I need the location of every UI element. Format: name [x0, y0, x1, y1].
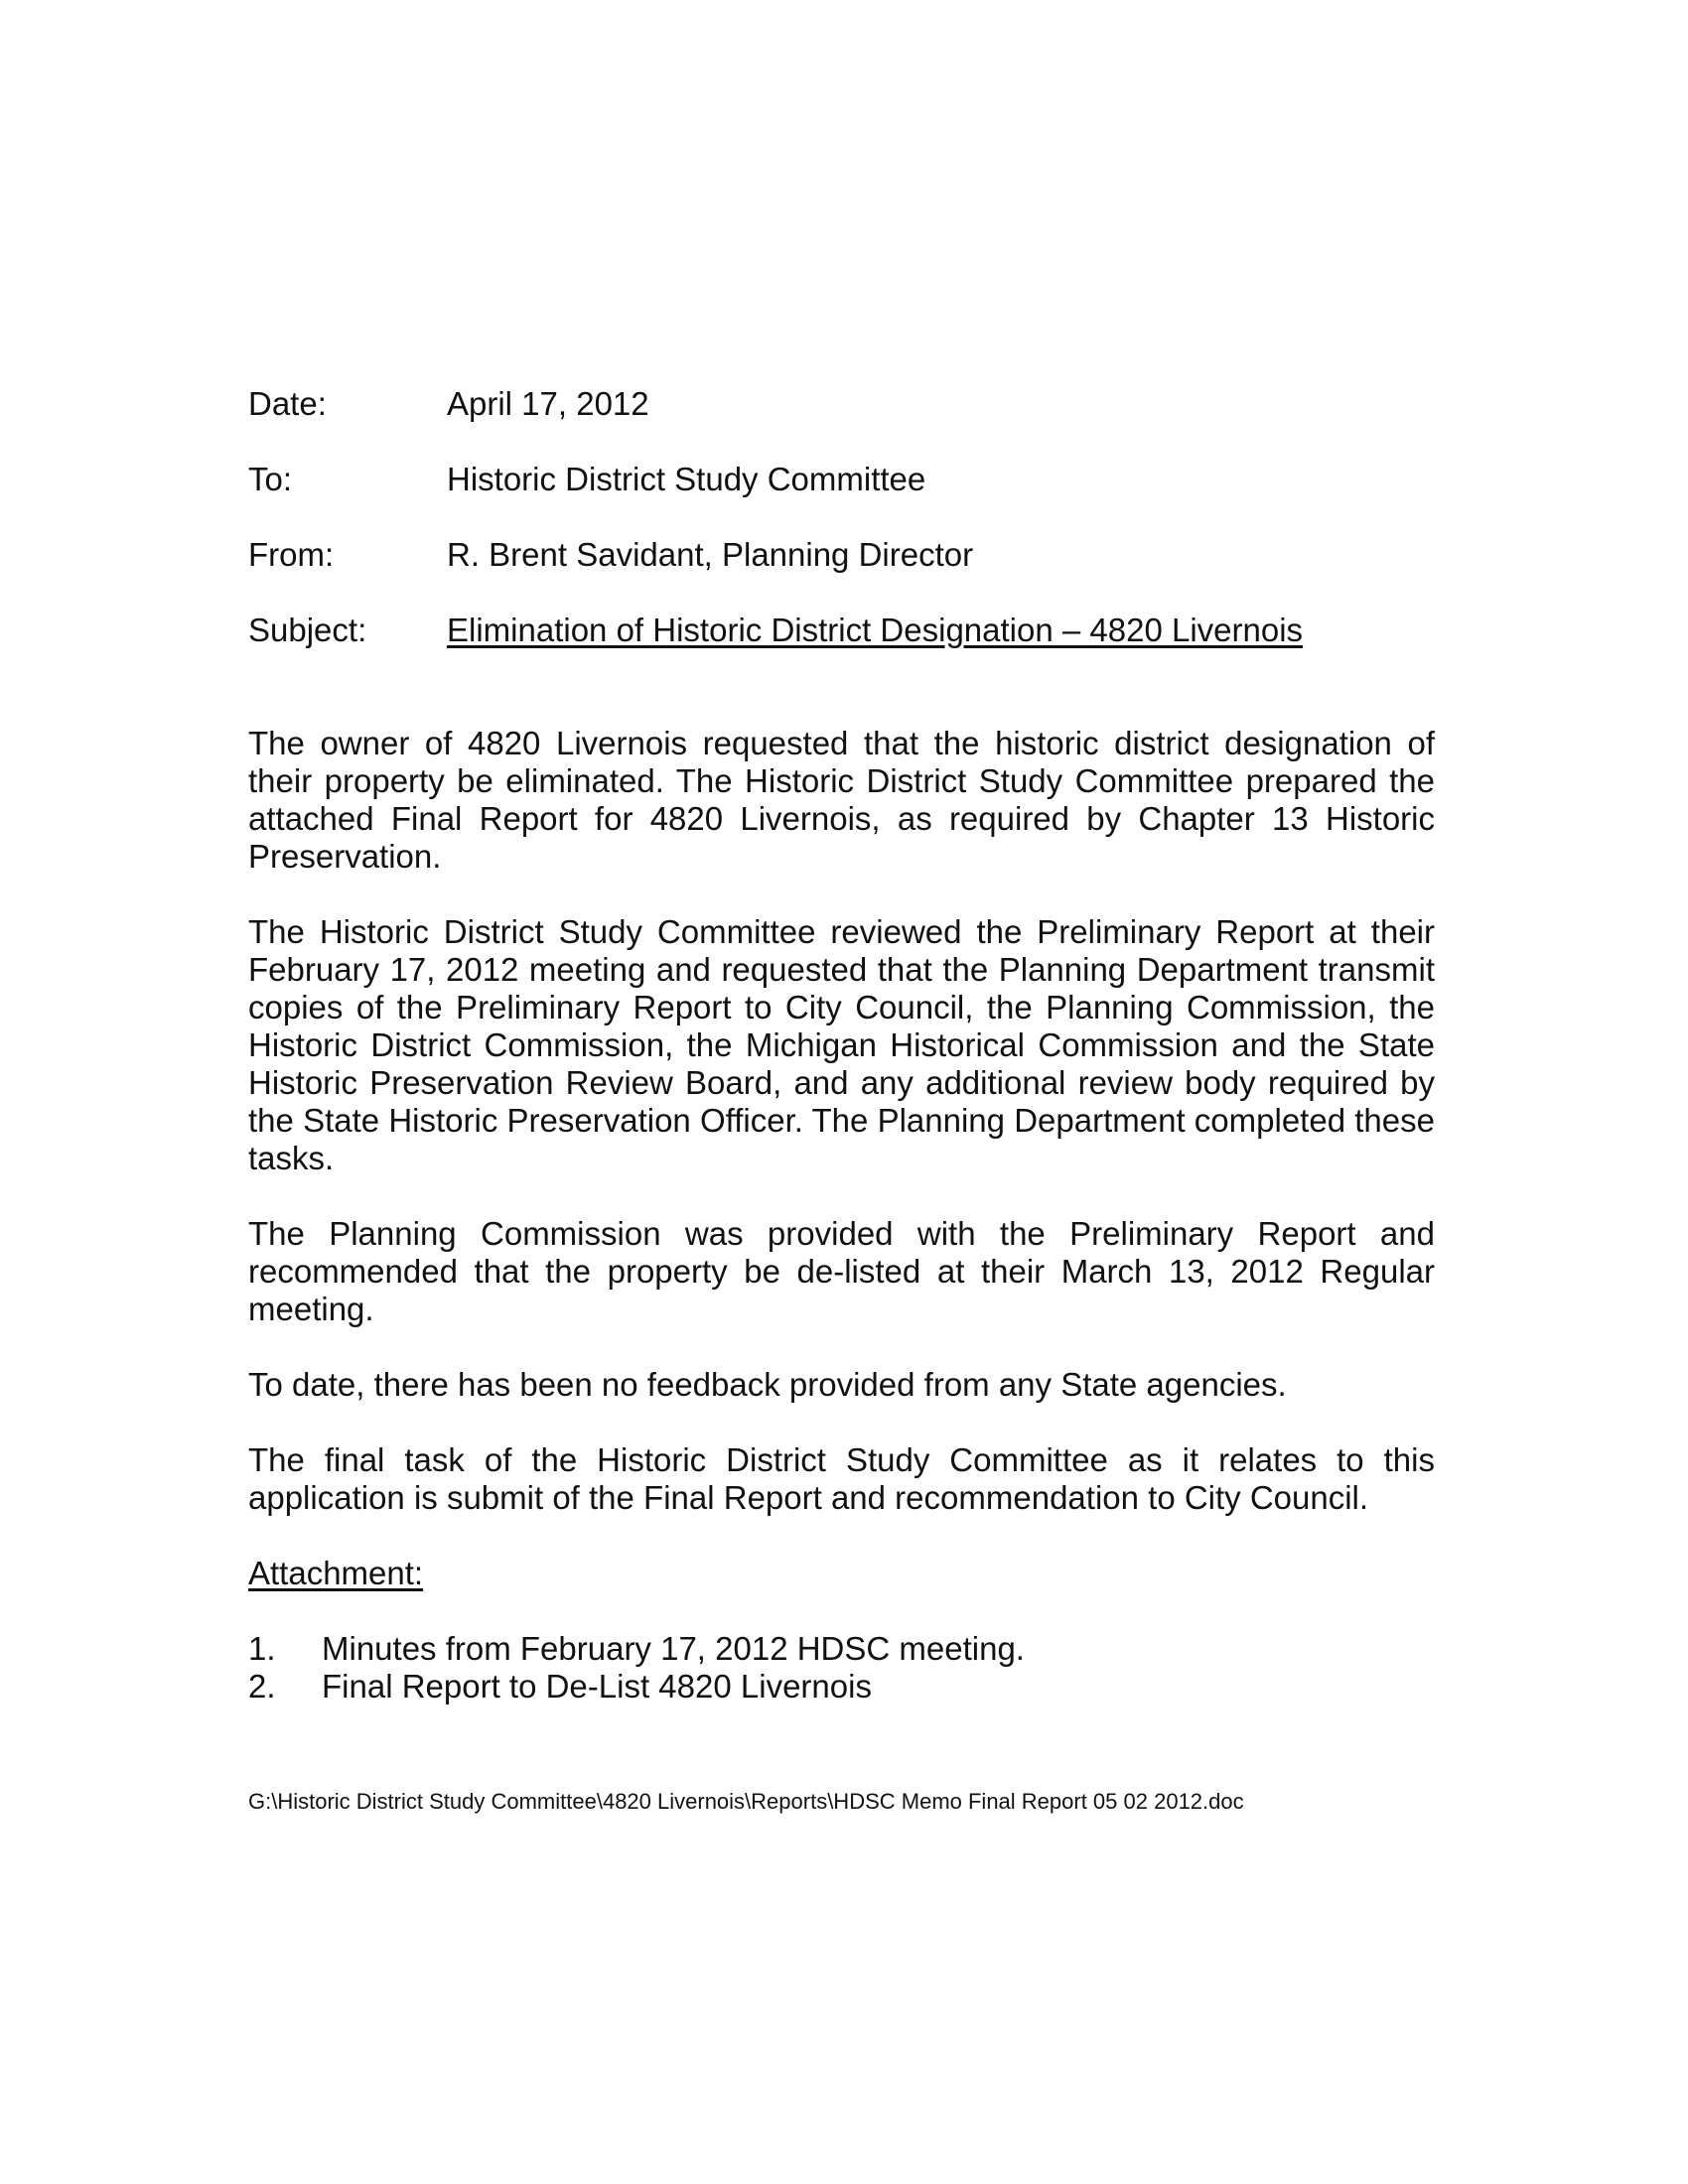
memo-document [248, 385, 1435, 1706]
body-paragraph-4: To date, there has been no feedback provided from any State agencies. [248, 1366, 1287, 1403]
subject-label: Subject: [248, 612, 367, 648]
attachment-item-1 [248, 1630, 1435, 1668]
attachment-text: Final Report to De-List 4820 Livernois [322, 1668, 872, 1705]
footer-file-path: G:\Historic District Study Committee\4820 Livernois\Reports\HDSC Memo Final Report 05 02 2012.doc [248, 1789, 1244, 1814]
attachment-list [248, 1630, 1435, 1706]
from-value: R. Brent Savidant, Planning Director [447, 536, 974, 573]
to-value: Historic District Study Committee [447, 461, 926, 497]
body-paragraph-2: The Historic District Study Committee reviewed the Preliminary Report at their February 17, 2012 meeting and requested that the Planning Department transmit copies of the Preliminary Report to City Council, the Planning Commission, the Historic District Commission, the Michigan Historical Commission and the State Historic Preservation Review Board, and any additional review body required by the State Historic Preservation Officer. The Planning Department completed these tasks. [248, 913, 1435, 1176]
to-label: To: [248, 461, 293, 497]
body-paragraph-3: The Planning Commission was provided with the Preliminary Report and recommended that the property be de-listed at their March 13, 2012 Regular meeting. [248, 1215, 1435, 1327]
attachment-text: Minutes from February 17, 2012 HDSC meeting. [322, 1630, 1025, 1667]
body-paragraph-1: The owner of 4820 Livernois requested that the historic district designation of their property be eliminated. The Historic District Study Committee prepared the attached Final Report for 4820 Livernois, as required by Chapter 13 Historic Preservation. [248, 725, 1435, 875]
date-label: Date: [248, 385, 327, 422]
subject-value: Elimination of Historic District Designation – 4820 Livernois [447, 612, 1304, 648]
from-label: From: [248, 536, 335, 573]
from-row [248, 536, 1435, 574]
date-row [248, 385, 1435, 423]
to-row [248, 461, 1435, 498]
attachment-item-2 [248, 1668, 1435, 1706]
attachment-number: 1. [248, 1630, 276, 1667]
attachment-number: 2. [248, 1668, 276, 1705]
attachment-heading: Attachment: [248, 1555, 424, 1591]
date-value: April 17, 2012 [447, 385, 649, 422]
subject-row [248, 612, 1435, 649]
body-paragraph-5: The final task of the Historic District Study Committee as it relates to this application is submit of the Final Report and recommendation to City Council. [248, 1441, 1435, 1516]
